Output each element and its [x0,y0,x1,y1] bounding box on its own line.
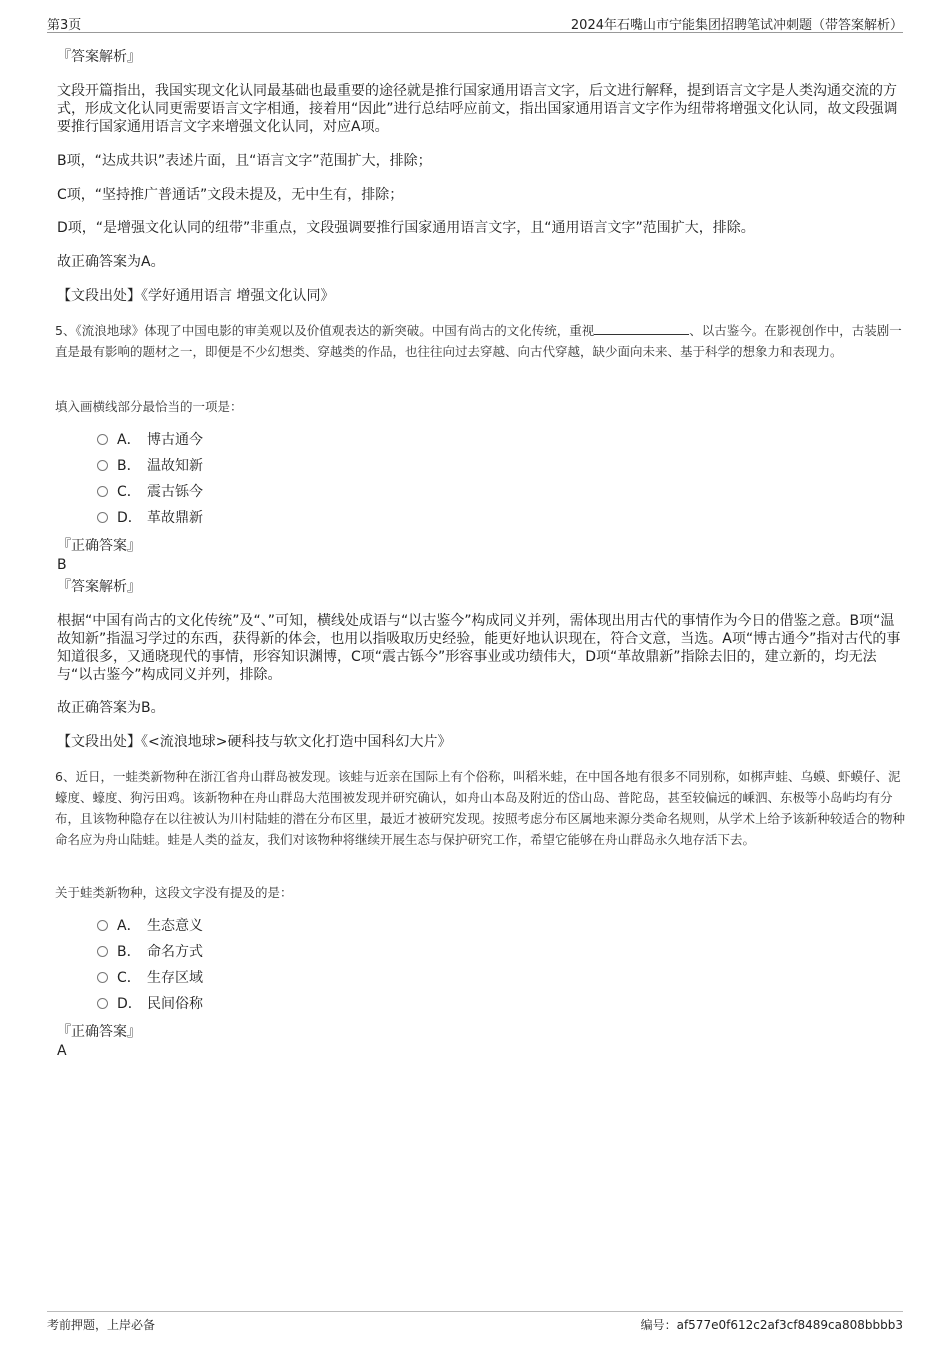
q4-analysis: 文段开篇指出，我国实现文化认同最基础也最重要的途径就是推行国家通用语言文字，后文进行解释，提到语言文字是人类沟通交流的方式，形成文化认同更需要语言文字相通，接着用“因此”进行总结呼应前文，指出国家通用语言文字作为纽带将增强文化认同，故文段强调要推行国家通用语言文字来增强文化认同，对应A项。 [57,83,898,135]
q5-answer-label: 『正确答案』 [57,538,141,554]
document-title: 2024年石嘴山市宁能集团招聘笔试冲刺题（带答案解析） [570,18,903,33]
q6-stem: 6、近日，一蛙类新物种在浙江省舟山群岛被发现。该蛙与近亲在国际上有个俗称，叫稻米蛙，在中国各地有很多不同别称，如梆声蛙、乌蟆、虾蟆仔、泥蠔度、蠔度、狗污田鸡。该新物种在舟山群岛大范围被发现并研究确认，如舟山本岛及附近的岱山岛、普陀岛，甚至较偏远的嵊泗、东极等小岛屿均有分布，且该物种隐存在以往被认为川村陆蛙的潜在分布区里，最近才被研究发现。按照考虑分布区属地来源分类命名规则，从学术上给予该新种较适合的物种命名应为舟山陆蛙。蛙是人类的益友，我们对该物种将继续开展生态与保护研究工作，希望它能够在舟山群岛永久地存活下去。 [55,769,906,847]
q6-option-c[interactable]: C． 生存区域 [97,968,203,988]
q6-option-a[interactable]: A． 生态意义 [97,916,203,936]
q5-option-d[interactable]: D． 革故鼎新 [97,508,203,528]
q4-conclusion: 故正确答案为A。 [57,254,165,270]
footer-slogan: 考前押题，上岸必备 [47,1318,156,1332]
q5-option-c[interactable]: C． 震古铄今 [97,482,203,502]
page-footer [47,1311,903,1336]
radio-icon[interactable] [97,460,108,471]
q6-prompt: 关于蛙类新物种，这段文字没有提及的是： [55,885,293,900]
q5-answer: B [57,557,67,573]
q5-option-a[interactable]: A． 博古通今 [97,430,203,450]
page-header [47,14,903,33]
radio-icon[interactable] [97,434,108,445]
q5-option-b[interactable]: B． 温故知新 [97,456,203,476]
radio-icon[interactable] [97,512,108,523]
q6-answer-label: 『正确答案』 [57,1024,141,1040]
q6-answer: A [57,1043,67,1059]
document-id: 编号：af577e0f612c2af3cf8489ca808bbbb3 [640,1318,903,1332]
q6-option-b[interactable]: B． 命名方式 [97,942,203,962]
radio-icon[interactable] [97,998,108,1009]
q4-source: 【文段出处】《学好通用语言 增强文化认同》 [57,288,335,304]
q4-analysis-label: 『答案解析』 [57,49,141,65]
radio-icon[interactable] [97,946,108,957]
page-number: 第3页 [47,18,82,33]
q5-prompt: 填入画横线部分最恰当的一项是： [55,399,243,414]
q5-analysis-label: 『答案解析』 [57,579,141,595]
radio-icon[interactable] [97,920,108,931]
radio-icon[interactable] [97,486,108,497]
q4-analysis-b: B项，“达成共识”表述片面，且“语言文字”范围扩大，排除； [57,153,432,169]
radio-icon[interactable] [97,972,108,983]
q6-option-d[interactable]: D． 民间俗称 [97,994,203,1014]
q5-conclusion: 故正确答案为B。 [57,700,165,716]
q5-analysis: 根据“中国有尚古的文化传统”及“、”可知，横线处成语与“以古鉴今”构成同义并列，需体现出用古代的事情作为今日的借鉴之意。B项“温故知新”指温习学过的东西，获得新的体会，也用以指吸取历史经验，能更好地认识现在，符合文意，当选。A项“博古通今”指对古代的事知道很多，又通晓现代的事情，形容知识渊博，C项“震古铄今”形容事业或功绩伟大，D项“革故鼎新”指除去旧的，建立新的，均无法与“以古鉴今”构成同义并列，排除。 [57,613,901,683]
q5-blank [594,323,689,335]
q5-source: 【文段出处】《<流浪地球>硬科技与软文化打造中国科幻大片》 [57,734,452,750]
q5-stem: 5、《流浪地球》体现了中国电影的审美观以及价值观表达的新突破。中国有尚古的文化传统，重视 、以古鉴今。在影视创作中，古装剧一直是最有影响的题材之一，即便是不少幻想类、穿越类的作品，也往往向过去穿越、向古代穿越，缺少面向未来、基于科学的想象力和表现力。 [55,323,902,359]
q4-analysis-d: D项，“是增强文化认同的纽带”非重点，文段强调要推行国家通用语言文字，且“通用语言文字”范围扩大，排除。 [57,220,755,236]
q4-analysis-c: C项，“坚持推广普通话”文段未提及，无中生有，排除； [57,187,404,203]
